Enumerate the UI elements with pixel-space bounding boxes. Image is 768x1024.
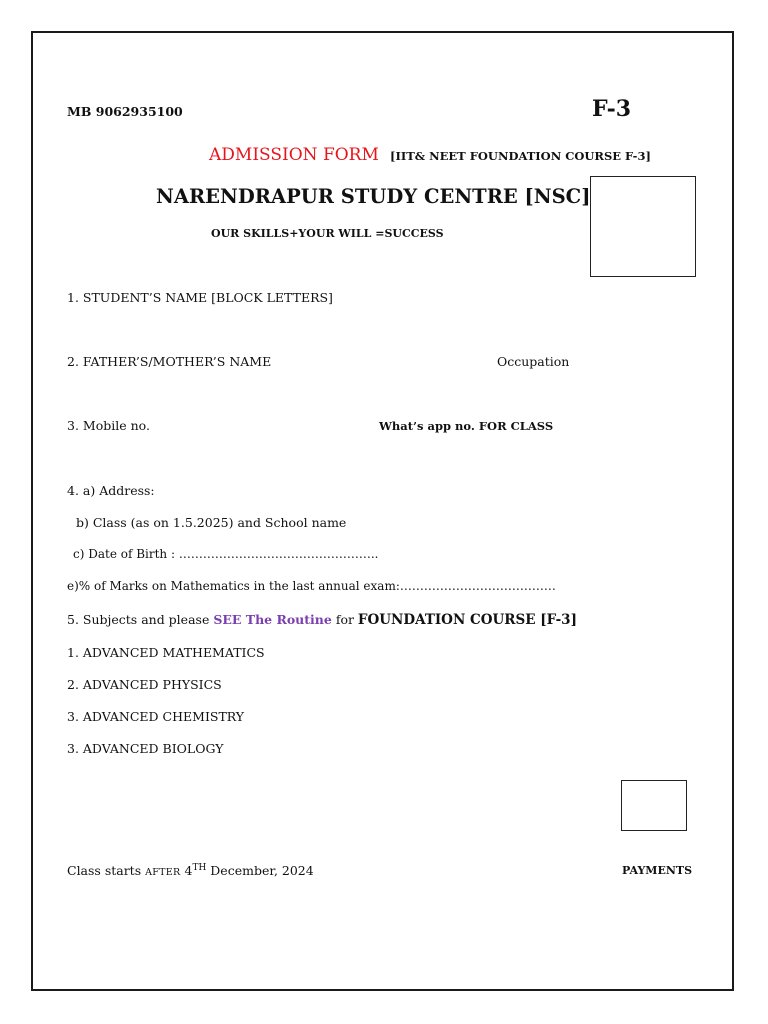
whatsapp-field: What’s app no. FOR CLASS xyxy=(379,419,554,433)
tagline: OUR SKILLS+YOUR WILL =SUCCESS xyxy=(211,227,444,240)
photo-box[interactable] xyxy=(590,176,696,277)
subject-item: 1. ADVANCED MATHEMATICS xyxy=(67,645,265,660)
mobile-field: 3. Mobile no. xyxy=(67,418,150,433)
payment-box[interactable] xyxy=(621,780,687,831)
form-code: F-3 xyxy=(592,96,632,122)
payments-label: PAYMENTS xyxy=(622,864,693,877)
subject-item: 3. ADVANCED BIOLOGY xyxy=(67,741,224,756)
class-start-date: December, 2024 xyxy=(206,863,314,879)
form-title-line xyxy=(209,145,651,165)
subject-item: 2. ADVANCED PHYSICS xyxy=(67,677,222,692)
address-field: 4. a) Address: xyxy=(67,483,155,498)
page-frame xyxy=(31,31,734,991)
class-start-note xyxy=(67,863,314,878)
mobile-number: MB 9062935100 xyxy=(67,104,183,119)
course-tag: [IIT& NEET FOUNDATION COURSE F-3] xyxy=(390,149,651,163)
routine-link[interactable]: SEE The Routine xyxy=(213,612,332,627)
course-name: FOUNDATION COURSE [F-3] xyxy=(357,612,577,628)
subjects-middle: for xyxy=(331,612,358,627)
student-name-field: 1. STUDENT’S NAME [BLOCK LETTERS] xyxy=(67,290,333,305)
occupation-field: Occupation xyxy=(497,354,570,369)
class-start-after: AFTER xyxy=(145,867,181,879)
subject-item: 3. ADVANCED CHEMISTRY xyxy=(67,709,245,724)
marks-field: e)% of Marks on Mathematics in the last annual exam:………………………………… xyxy=(67,579,556,593)
class-start-ordinal: TH xyxy=(192,863,207,873)
parent-name-field: 2. FATHER’S/MOTHER’S NAME xyxy=(67,354,272,369)
centre-name: NARENDRAPUR STUDY CENTRE [NSC] xyxy=(156,185,591,208)
form-title: ADMISSION FORM xyxy=(209,145,379,165)
subjects-line xyxy=(67,612,577,628)
class-school-field: b) Class (as on 1.5.2025) and School name xyxy=(76,515,347,530)
class-start-label: Class starts xyxy=(67,863,146,879)
subjects-prefix: 5. Subjects and please xyxy=(67,612,214,627)
dob-field: c) Date of Birth : ………………………………………….. xyxy=(73,547,379,561)
class-start-day: 4 xyxy=(180,863,193,879)
